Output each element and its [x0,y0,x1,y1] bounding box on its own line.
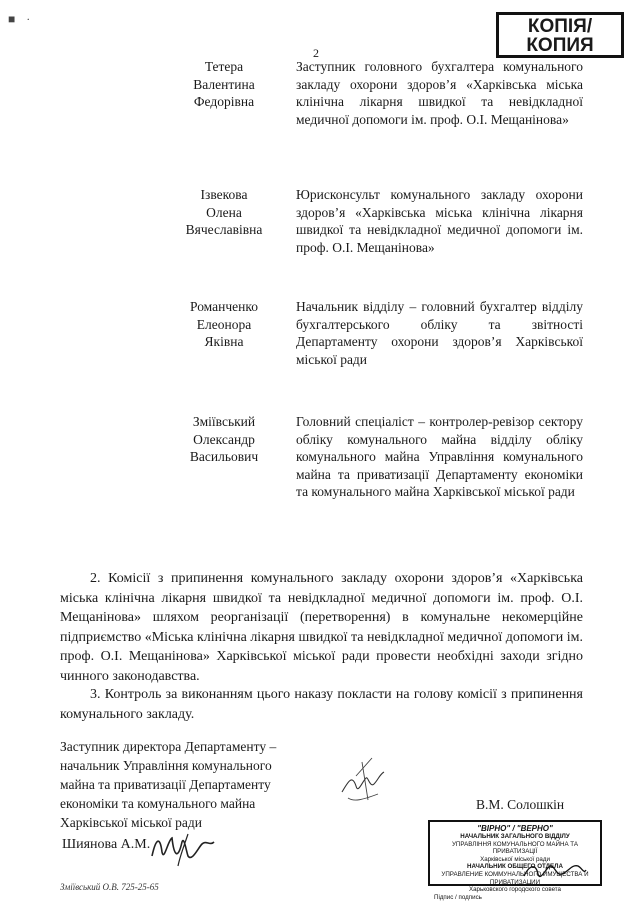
member-patronymic: Вячеславівна [185,222,263,237]
copy-stamp-line2: КОПИЯ [526,35,594,56]
stamp-signature [520,858,590,886]
member-surname: Тетера [204,59,244,74]
member-position: Юрисконсульт комунального закладу охорони здоров’я «Харківська міська клінічна лікарня швидкої та невідкладної медичної допомоги ім. проф. О.І. Мещанінова» [296,187,583,255]
signer-title-line: начальник Управління комунального [60,758,272,773]
member-given-name: Валентина [193,76,255,92]
stamp-signature-label: Підпис / подпись [434,893,482,901]
stamp-line: Харьковского городского совета [468,886,562,894]
executor-phone: Зміївський О.В. 725-25-65 [60,882,159,892]
copy-stamp-line1: КОПІЯ/ [527,16,593,37]
stamp-line: УПРАВЛЕНИЕ КОММУНАЛЬНОГО ИМУЩЕСТВА И ПРИВАТИЗАЦИИ [441,870,589,886]
signer-name: В.М. Солошкін [476,797,565,812]
member-position: Заступник головного бухгалтера комунального закладу охорони здоров’я «Харківська міська клінічна лікарня швидкої та невідкладної медичної допомоги ім. проф. О.І. Мещанінова» [296,59,583,127]
stamp-line: НАЧАЛЬНИК ОБЩЕГО ОТДЕЛА [467,863,563,871]
stamp-line: УПРАВЛІННЯ КОМУНАЛЬНОГО МАЙНА ТА ПРИВАТИЗАЦІЇ [451,840,579,856]
signer-title [60,737,330,832]
member-position: Головний спеціаліст – контролер-ревізор сектору обліку комунального майна відділу обліку комунального майна Управління комунального майна та приватизації Департаменту економіки та комунального майна Харківської міської ради [296,414,583,499]
member-patronymic: Васильович [189,449,259,464]
member-patronymic: Яківна [204,334,244,349]
member-patronymic: Федорівна [193,94,255,109]
executor-signature [148,826,218,878]
member-surname: Зміївський [192,414,256,429]
signer-title-line: економіки та комунального майна [60,796,256,811]
member-name [178,298,270,351]
member-given-name: Елеонора [196,316,252,332]
member-surname: Ізвекова [200,187,248,202]
signer-title-line: майна та приватизації Департаменту [60,777,271,792]
stamp-line: НАЧАЛЬНИК ЗАГАЛЬНОГО ВІДДІЛУ [460,833,570,840]
signature-mark [338,752,390,810]
executor-name: Шиянова А.М. [62,837,151,852]
member-given-name: Олександр [193,431,255,447]
signer-title-line: Харківської міської ради [60,815,203,830]
member-position: Начальник відділу – головний бухгалтер відділу бухгалтерського обліку та звітності Департаменту охорони здоров’я Харківської міської ради [296,299,583,367]
member-given-name: Олена [206,204,242,220]
copy-stamp [496,12,624,58]
page-number: 2 [313,46,319,60]
stamp-line: Харківської міської ради [480,855,550,863]
scan-mark: ■ · [8,12,35,26]
stamp-heading: "ВІРНО" / "ВЕРНО" [477,824,553,833]
paragraph-item-3: 3. Контроль за виконанням цього наказу покласти на голову комісії з припинення комунального закладу. [60,687,583,722]
member-surname: Романченко [190,299,258,314]
member-name [178,58,270,111]
signer-title-line: Заступник директора Департаменту – [60,739,277,754]
member-name [178,413,270,466]
paragraph-item-2: 2. Комісії з припинення комунального закладу охорони здоров’я «Харківська міська клінічна лікарня швидкої та невідкладної медичної допомоги ім. проф. О.І. Мещанінова» шляхом реорганізації (перетворення) в комунальне некомерційне підприємство «Міська клінічна лікарня швидкої та невідкладної медичної допомоги ім. проф. О.І. Мещанінова» Харківської міської ради провести необхідні заходи згідно чинного законодавства. [60,571,583,684]
member-name [178,186,270,239]
